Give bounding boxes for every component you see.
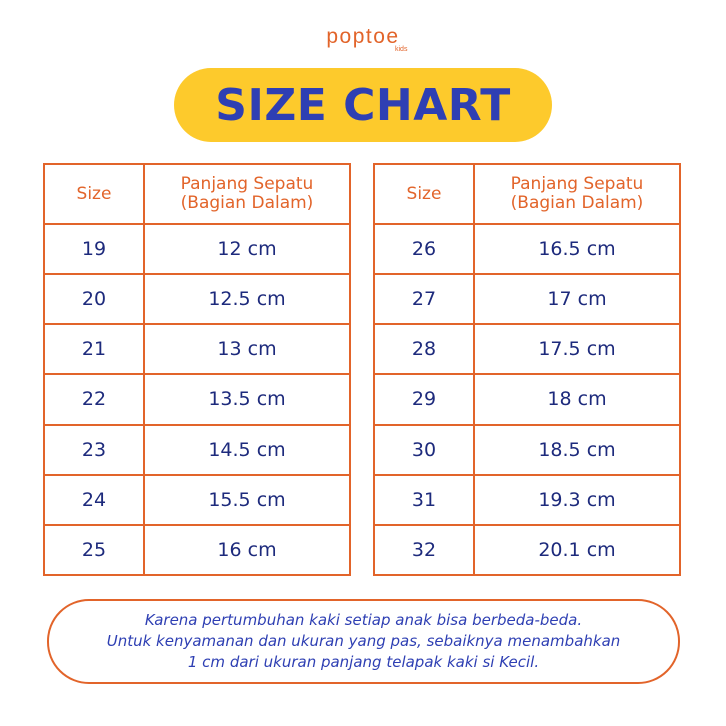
header-length-line2: (Bagian Dalam) — [180, 193, 314, 213]
size-cell: 27 — [374, 274, 474, 324]
header-length — [474, 164, 680, 224]
table-row — [44, 224, 350, 274]
brand-subtitle: kids — [395, 46, 408, 53]
size-cell: 28 — [374, 324, 474, 374]
length-cell: 20.1 cm — [474, 525, 680, 575]
sizing-note — [47, 599, 680, 684]
size-cell: 32 — [374, 525, 474, 575]
header-size-label: Size — [406, 183, 442, 204]
table-row — [44, 374, 350, 424]
size-cell: 24 — [44, 475, 144, 525]
table-row — [44, 324, 350, 374]
table-row — [374, 324, 680, 374]
table-row — [374, 425, 680, 475]
length-cell: 17 cm — [474, 274, 680, 324]
header-length-line1: Panjang Sepatu — [180, 174, 314, 194]
table-row — [44, 525, 350, 575]
table-row — [374, 374, 680, 424]
size-cell: 30 — [374, 425, 474, 475]
title-banner — [174, 68, 552, 142]
header-length — [144, 164, 350, 224]
size-table-right — [373, 163, 681, 576]
table-row — [44, 475, 350, 525]
length-cell: 18 cm — [474, 374, 680, 424]
table-header-row — [374, 164, 680, 224]
size-cell: 19 — [44, 224, 144, 274]
table-row — [374, 475, 680, 525]
length-cell: 12.5 cm — [144, 274, 350, 324]
size-cell: 31 — [374, 475, 474, 525]
size-cell: 21 — [44, 324, 144, 374]
length-cell: 16.5 cm — [474, 224, 680, 274]
length-cell: 18.5 cm — [474, 425, 680, 475]
page-title: SIZE CHART — [215, 79, 511, 131]
table-header-row — [44, 164, 350, 224]
length-cell: 19.3 cm — [474, 475, 680, 525]
size-cell: 26 — [374, 224, 474, 274]
length-cell: 13 cm — [144, 324, 350, 374]
header-length-line2: (Bagian Dalam) — [510, 193, 644, 213]
table-row — [44, 274, 350, 324]
header-size — [44, 164, 144, 224]
header-length-line1: Panjang Sepatu — [510, 174, 644, 194]
size-table-left — [43, 163, 351, 576]
header-size — [374, 164, 474, 224]
size-cell: 29 — [374, 374, 474, 424]
length-cell: 14.5 cm — [144, 425, 350, 475]
size-cell: 20 — [44, 274, 144, 324]
size-cell: 23 — [44, 425, 144, 475]
table-row — [374, 525, 680, 575]
length-cell: 13.5 cm — [144, 374, 350, 424]
table-row — [374, 224, 680, 274]
note-line-3: 1 cm dari ukuran panjang telapak kaki si Kecil. — [187, 653, 540, 671]
table-row — [374, 274, 680, 324]
length-cell: 16 cm — [144, 525, 350, 575]
size-cell: 25 — [44, 525, 144, 575]
note-line-2: Untuk kenyamanan dan ukuran yang pas, sebaiknya menambahkan — [106, 632, 621, 650]
brand-logo — [0, 25, 726, 53]
length-cell: 15.5 cm — [144, 475, 350, 525]
table-row — [44, 425, 350, 475]
length-cell: 17.5 cm — [474, 324, 680, 374]
brand-name: poptoe — [326, 25, 400, 48]
note-line-1: Karena pertumbuhan kaki setiap anak bisa berbeda-beda. — [144, 611, 583, 629]
length-cell: 12 cm — [144, 224, 350, 274]
size-cell: 22 — [44, 374, 144, 424]
header-size-label: Size — [76, 183, 112, 204]
